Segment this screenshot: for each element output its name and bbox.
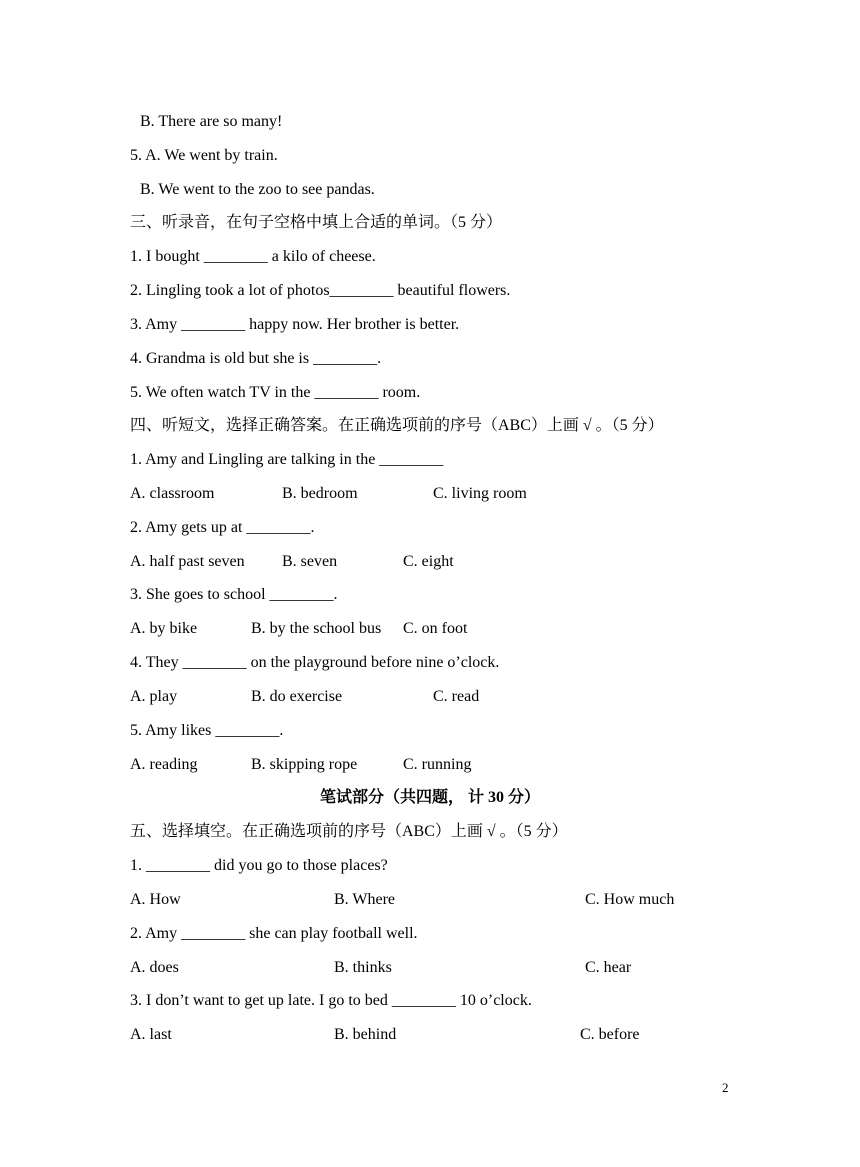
section-4-question-1: 1. Amy and Lingling are talking in the ________ — [130, 451, 444, 468]
written-part-heading: 笔试部分（共四题， 计 30 分） — [319, 789, 540, 806]
section-5-q3-option-a: A. last — [130, 1026, 172, 1043]
section-5-question-3: 3. I don’t want to get up late. I go to bed ________ 10 o’clock. — [130, 992, 532, 1009]
q5-option-b: B. We went to the zoo to see pandas. — [140, 181, 375, 198]
section-4-q4-option-b: B. do exercise — [251, 688, 343, 705]
section-5-q2-option-c: C. hear — [585, 959, 632, 976]
section-4-q5-option-a: A. reading — [130, 756, 198, 773]
section-4-q1-option-a: A. classroom — [130, 485, 215, 502]
section-5-q2-option-b: B. thinks — [334, 959, 392, 976]
section-4-question-3: 3. She goes to school ________. — [130, 586, 338, 603]
section-4-q2-option-b: B. seven — [282, 553, 338, 570]
section-4-question-4: 4. They ________ on the playground before nine o’clock. — [130, 654, 500, 671]
section-5-q3-option-b: B. behind — [334, 1026, 397, 1043]
section-4-q1-option-c: C. living room — [433, 485, 527, 502]
section-3-question-1: 1. I bought ________ a kilo of cheese. — [130, 248, 376, 265]
page-number: 2 — [722, 1080, 729, 1095]
section-3-question-5: 5. We often watch TV in the ________ room. — [130, 384, 421, 401]
section-4-q3-option-a: A. by bike — [130, 620, 198, 637]
section-4-q2-option-c: C. eight — [403, 553, 454, 570]
section-4-q5-option-b: B. skipping rope — [251, 756, 358, 773]
section-5-q1-option-a: A. How — [130, 891, 181, 908]
section-5-question-2: 2. Amy ________ she can play football well. — [130, 925, 418, 942]
section-3-question-3: 3. Amy ________ happy now. Her brother is better. — [130, 316, 460, 333]
section-3-heading: 三、听录音，在句子空格中填上合适的单词。（5 分） — [130, 214, 503, 231]
section-4-q5-option-c: C. running — [403, 756, 472, 773]
section-4-question-5: 5. Amy likes ________. — [130, 722, 284, 739]
section-4-q1-option-b: B. bedroom — [282, 485, 358, 502]
section-5-q2-option-a: A. does — [130, 959, 179, 976]
section-4-q2-option-a: A. half past seven — [130, 553, 245, 570]
section-5-heading: 五、选择填空。在正确选项前的序号（ABC）上画 √ 。（5 分） — [130, 823, 568, 840]
section-4-question-2: 2. Amy gets up at ________. — [130, 519, 315, 536]
section-3-question-4: 4. Grandma is old but she is ________. — [130, 350, 382, 367]
section-5-q1-option-b: B. Where — [334, 891, 396, 908]
section-4-q3-option-b: B. by the school bus — [251, 620, 382, 637]
q4-option-b: B. There are so many! — [140, 113, 283, 130]
section-5-question-1: 1. ________ did you go to those places? — [130, 857, 388, 874]
section-5-q3-option-c: C. before — [580, 1026, 640, 1043]
q5-option-a: 5. A. We went by train. — [130, 147, 278, 164]
section-5-q1-option-c: C. How much — [585, 891, 675, 908]
section-4-heading: 四、听短文，选择正确答案。在正确选项前的序号（ABC）上画 √ 。（5 分） — [130, 417, 664, 434]
section-4-q3-option-c: C. on foot — [403, 620, 468, 637]
section-4-q4-option-a: A. play — [130, 688, 178, 705]
section-4-q4-option-c: C. read — [433, 688, 480, 705]
section-3-question-2: 2. Lingling took a lot of photos________ beautiful flowers. — [130, 282, 511, 299]
